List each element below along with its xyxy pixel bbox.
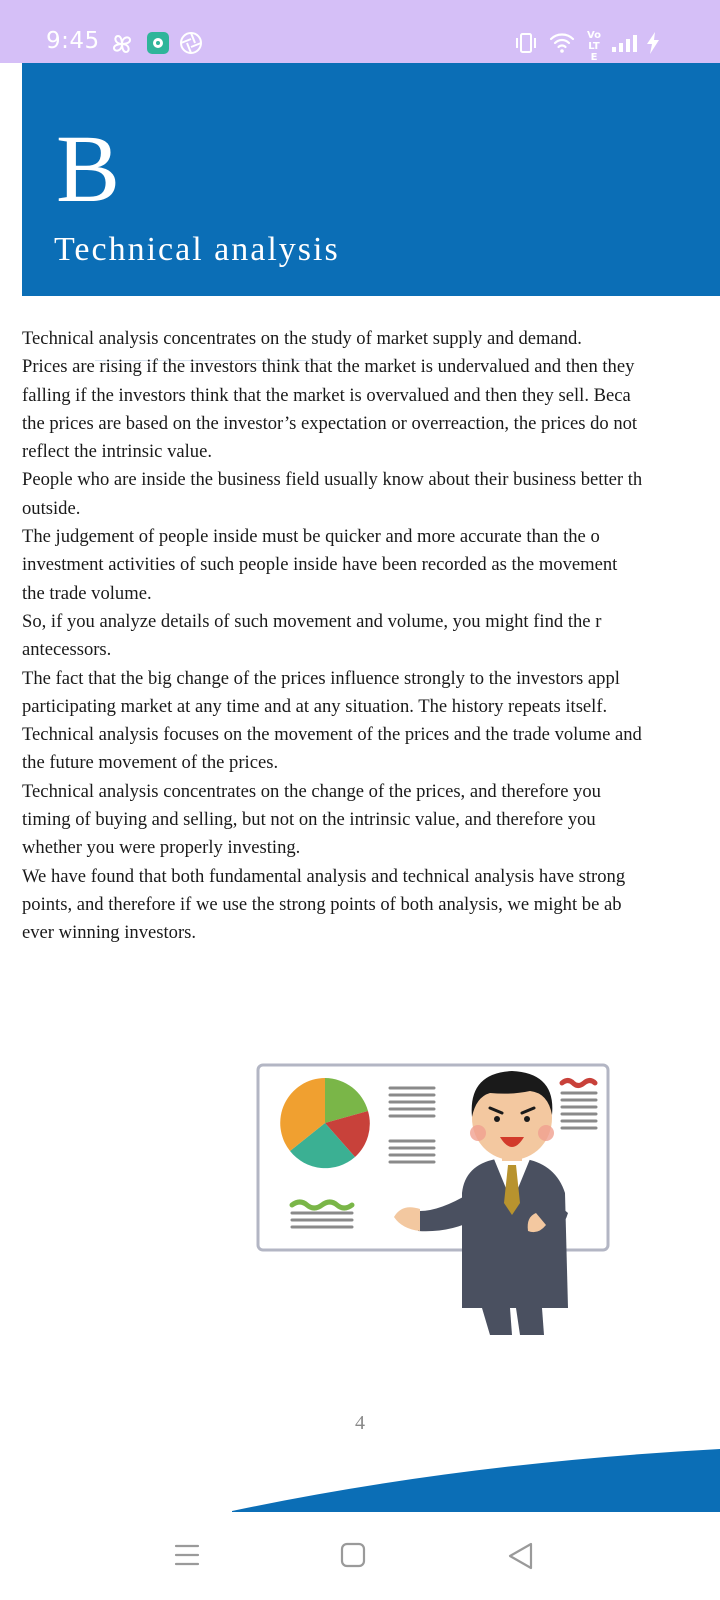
volte-icon: [585, 30, 603, 63]
section-banner: [22, 63, 720, 296]
footer-wave-decoration: [0, 1443, 720, 1513]
pie-chart-icon: [280, 1078, 370, 1168]
navigation-bar: [0, 1512, 720, 1600]
status-time: 9:45: [46, 28, 100, 54]
text-line: whether you were properly investing.: [22, 837, 301, 859]
wifi-icon: [549, 32, 575, 59]
home-icon[interactable]: [340, 1542, 366, 1573]
page-number: 4: [355, 1412, 365, 1434]
text-line: So, if you analyze details of such movement and volume, you might find the r: [22, 610, 602, 632]
text-line: We have found that both fundamental analysis and technical analysis have strong: [22, 865, 626, 887]
text-line: Prices are rising if the investors think that the market is undervalued and then they: [22, 356, 635, 378]
section-title: Technical analysis: [54, 231, 340, 268]
text-line: People who are inside the business field usually know about their business better th: [22, 469, 643, 491]
signal-icon: [611, 33, 639, 58]
pinwheel-icon: [110, 32, 134, 61]
text-line: ever winning investors.: [22, 922, 197, 944]
section-letter: B: [56, 115, 121, 222]
vibrate-icon: [514, 32, 538, 59]
text-line: The fact that the big change of the prices influence strongly to the investors appl: [22, 667, 620, 689]
text-line: antecessors.: [22, 639, 112, 661]
document-page[interactable]: [0, 63, 720, 1513]
text-line: Technical analysis concentrates on the study of market supply and demand.: [22, 328, 582, 349]
back-icon[interactable]: [507, 1542, 533, 1575]
text-line: The judgement of people inside must be quicker and more accurate than the o: [22, 526, 600, 548]
text-line: participating market at any time and at any situation. The history repeats itself.: [22, 695, 608, 717]
aperture-icon: [179, 31, 203, 60]
app-notification-icon: [146, 31, 170, 60]
status-bar: [0, 0, 720, 63]
text-line: outside.: [22, 497, 81, 519]
volte-label: Vo LTE: [586, 30, 602, 63]
text-line: Technical analysis focuses on the movement of the prices and the trade volume and: [22, 724, 642, 746]
charging-icon: [646, 32, 660, 59]
text-line: points, and therefore if we use the strong points of both analysis, we might be ab: [22, 893, 622, 915]
businessman-presenting-illustration: [250, 1053, 620, 1343]
text-line: timing of buying and selling, but not on the intrinsic value, and therefore you: [22, 809, 596, 831]
text-line: Technical analysis concentrates on the change of the prices, and therefore you: [22, 780, 601, 802]
text-line: reflect the intrinsic value.: [22, 441, 212, 463]
text-line: investment activities of such people inside have been recorded as the movement: [22, 554, 618, 576]
body-text: [22, 325, 720, 948]
text-line: the trade volume.: [22, 582, 152, 604]
menu-icon[interactable]: [174, 1542, 200, 1573]
text-line: the future movement of the prices.: [22, 752, 279, 774]
text-line: the prices are based on the investor’s expectation or overreaction, the prices do not: [22, 412, 638, 434]
text-line: falling if the investors think that the market is overvalued and then they sell. Beca: [22, 384, 631, 406]
